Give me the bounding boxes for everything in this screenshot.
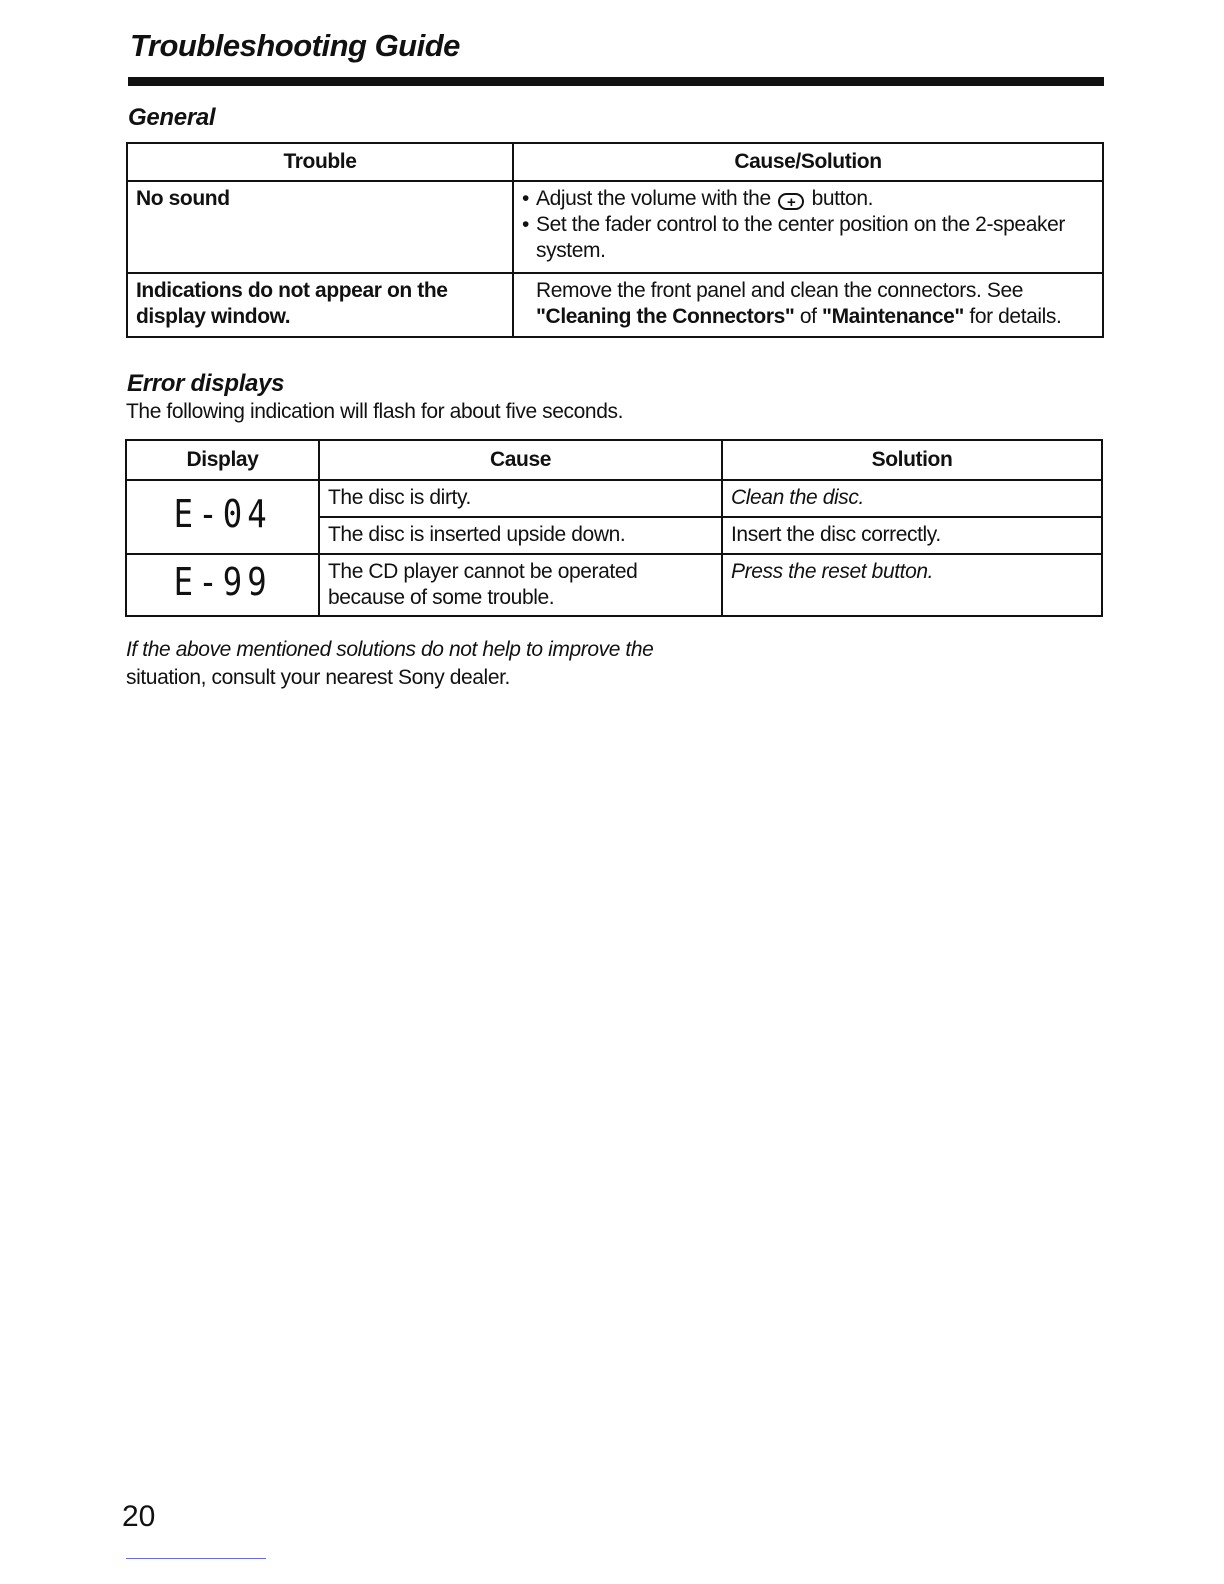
solution-cell: Clean the disc. <box>722 480 1102 517</box>
solution-cell: Insert the disc correctly. <box>722 517 1102 554</box>
trouble-cell: Indications do not appear on the display window. <box>127 273 513 337</box>
solution-text: of <box>799 305 817 328</box>
footer-note-line: situation, consult your nearest Sony dealer. <box>126 666 510 689</box>
error-table <box>125 439 1103 617</box>
footer-note-line: If the above mentioned solutions do not help to improve the <box>126 638 654 661</box>
cause-cell: The CD player cannot be operated because of some trouble. <box>319 554 722 616</box>
column-header-trouble: Trouble <box>127 143 513 181</box>
table-header-row <box>127 143 1103 181</box>
solution-bullet <box>522 186 1094 212</box>
solution-text: for details. <box>969 305 1062 328</box>
error-displays-heading: Error displays <box>127 370 285 397</box>
table-row <box>127 273 1103 337</box>
column-header-solution: Solution <box>722 440 1102 480</box>
error-intro: The following indication will flash for about five seconds. <box>126 400 624 423</box>
page-title: Troubleshooting Guide <box>130 28 460 63</box>
column-header-cause-solution: Cause/Solution <box>513 143 1103 181</box>
solution-cell <box>513 273 1103 337</box>
display-cell <box>126 480 319 554</box>
display-cell <box>126 554 319 616</box>
general-heading: General <box>128 104 216 131</box>
column-header-display: Display <box>126 440 319 480</box>
solution-text: button. <box>811 187 874 210</box>
column-header-cause: Cause <box>319 440 722 480</box>
general-table <box>126 142 1104 338</box>
cause-cell: The disc is dirty. <box>319 480 722 517</box>
solution-cell: Press the reset button. <box>722 554 1102 616</box>
table-row <box>127 181 1103 273</box>
footer-divider <box>126 1558 266 1559</box>
volume-plus-icon: + <box>778 193 804 210</box>
error-code-e99: E-99 <box>173 559 272 604</box>
cause-cell: The disc is inserted upside down. <box>319 517 722 554</box>
solution-text: Adjust the volume with the <box>536 187 771 210</box>
trouble-cell: No sound <box>127 181 513 273</box>
cross-reference: "Cleaning the Connectors" <box>536 305 795 328</box>
solution-text: Remove the front panel and clean the connectors. See <box>536 279 1024 302</box>
solution-cell <box>513 181 1103 273</box>
table-row <box>126 480 1102 517</box>
cross-reference: "Maintenance" <box>822 305 964 328</box>
solution-bullet: • Set the fader control to the center position on the 2-speaker system. <box>522 212 1094 264</box>
table-row <box>126 554 1102 616</box>
error-code-e04: E-04 <box>173 491 272 536</box>
title-rule <box>128 77 1104 86</box>
table-header-row <box>126 440 1102 480</box>
footer-note <box>126 636 653 692</box>
page-number: 20 <box>122 1500 156 1533</box>
